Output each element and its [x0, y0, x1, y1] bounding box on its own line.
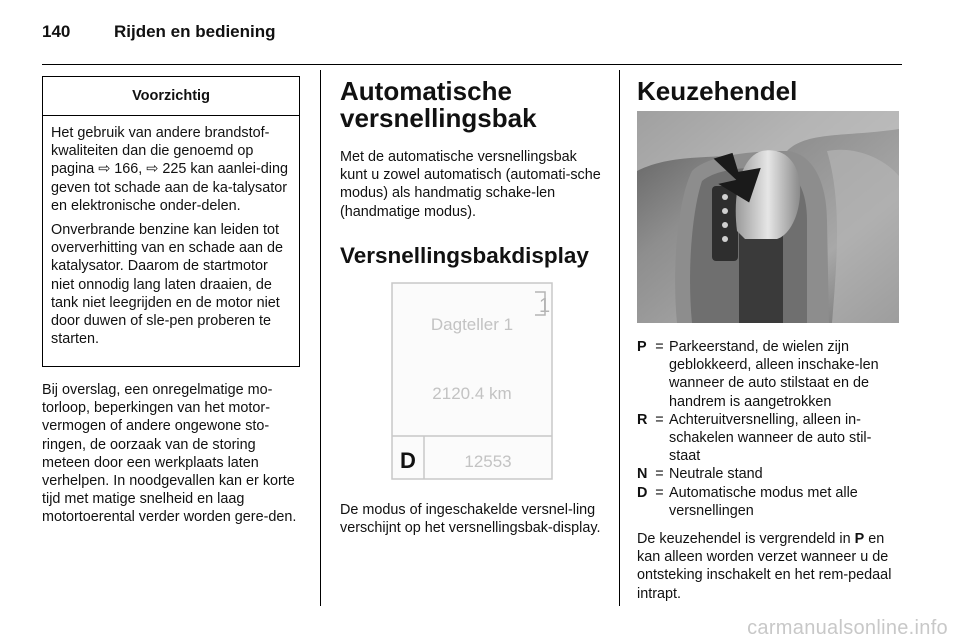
gear-key: R: [637, 411, 648, 428]
transmission-intro: Met de automatische versnellingsbak kunt u zowel automatisch (automati-sche modus) als handmatig schake-len (handmatige modus).: [340, 149, 601, 220]
warning-box: [42, 76, 300, 367]
subheading-display: Versnellingsbakdisplay: [340, 242, 589, 268]
gear-description: Parkeerstand, de wielen zijn geblokkeerd, alleen inschake-len wanneer de auto stilstaat en de handrem is aangetrokken: [669, 339, 879, 410]
page-ref-link[interactable]: 166: [114, 161, 139, 178]
watermark: carmanualsonline.info: [747, 617, 948, 639]
list-item: N = Neutrale stand: [637, 465, 901, 483]
gear-description: Achteruitversnelling, alleen in-schakelen wanneer de auto stil-staat: [669, 411, 872, 465]
gear-key: N: [637, 466, 648, 483]
gear-key: P: [637, 339, 647, 355]
list-item: P = Parkeerstand, de wielen zijn geblokkeerd, alleen inschake-len wanneer de auto stilstaat en de handrem is aangetrokken: [637, 338, 901, 411]
lever-lock-note: De keuzehendel is vergrendeld in P en kan alleen worden verzet wanneer u de ontsteking inschakelt en het rem-pedaal intrapt.: [637, 531, 892, 602]
display-odometer: 12553: [464, 452, 512, 471]
list-item: R = Achteruitversnelling, alleen in-schakelen wanneer de auto stil-staat: [637, 411, 901, 466]
transmission-display-image: [340, 272, 602, 490]
page-ref-link[interactable]: 225: [162, 161, 187, 178]
page-ref-arrow-icon: ⇨: [98, 161, 115, 178]
display-trip-label: Dagteller 1: [430, 315, 514, 334]
chapter-title: Rijden en bediening: [114, 22, 276, 41]
display-trip-value: 2120.4 km: [432, 384, 512, 403]
gear-positions-list: [637, 338, 901, 520]
left-body-text: Bij overslag, een onregelmatige mo-torloop, beperkingen van het motor-vermogen of andere ongewone sto-ringen, de oorzaak van de storing meteen door een werkplaats laten verhelpen. In noodgevallen kan er korte tijd met matige snelheid en laag motortoerental verder worden gere-den.: [42, 382, 297, 526]
page-ref-arrow-icon: ⇨: [146, 161, 163, 178]
page-number: 140: [42, 22, 71, 41]
warning-paragraph-2: Onverbrande benzine kan leiden tot oververhitting van en schade aan de katalysator. Daarom de startmotor niet onnodig lang laten draaien, de tank niet leegrijden en de motor niet door duwen of sle-pen proberen te starten.: [51, 222, 284, 348]
display-caption: De modus of ingeschakelde versnel-ling verschijnt op het versnellingsbak-display.: [340, 502, 601, 537]
page-header: [42, 22, 276, 42]
selector-lever-photo: [637, 111, 899, 323]
warning-paragraph-1: Het gebruik van andere brandstof-kwaliteiten dan die genoemd op pagina ⇨ 166, ⇨ 225 kan aanlei-ding geven tot schade aan de ka-talysator en elektronische onder-delen.: [51, 125, 288, 214]
gear-description: Automatische modus met alle versnellingen: [669, 484, 858, 519]
column-divider-2: [619, 70, 620, 606]
display-gear-indicator: D: [400, 448, 416, 473]
header-rule: [42, 64, 902, 65]
gear-key: D: [637, 484, 648, 501]
column-divider-1: [320, 70, 321, 606]
display-corner-number: 1: [539, 295, 551, 317]
gear-description: Neutrale stand: [669, 466, 763, 483]
section-heading-automatic-transmission: Automatische versnellingsbak: [340, 76, 537, 133]
section-heading-selector-lever: Keuzehendel: [637, 76, 798, 106]
warning-title: Voorzichtig: [43, 77, 299, 116]
list-item: D = Automatische modus met alle versnellingen: [637, 484, 901, 520]
